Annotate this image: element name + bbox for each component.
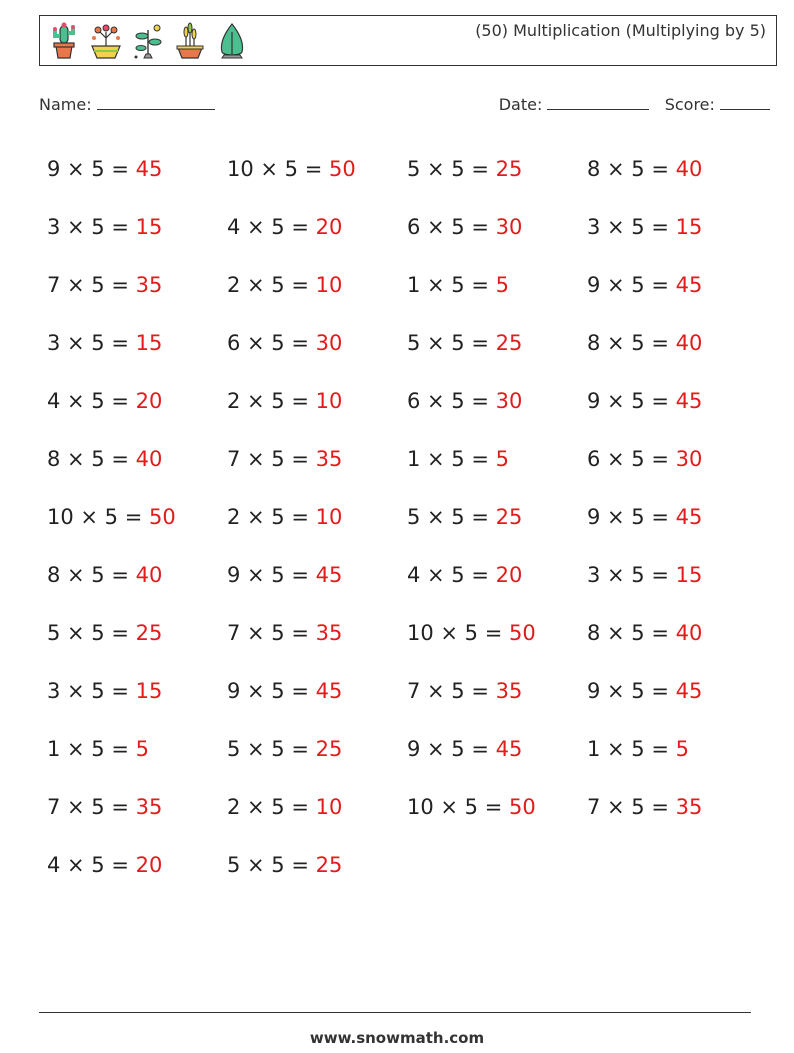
problem-answer: 40 [675, 621, 703, 645]
problem-question: 7 × 5 = [227, 621, 316, 645]
problem-cell [227, 737, 407, 761]
date-blank[interactable] [547, 93, 649, 110]
problem-answer: 35 [315, 447, 343, 471]
problem-cell [47, 331, 227, 355]
problem-row [47, 836, 777, 894]
problem-answer: 30 [495, 389, 523, 413]
problem-answer: 30 [495, 215, 523, 239]
problem-question: 7 × 5 = [47, 795, 136, 819]
problem-answer: 40 [675, 157, 703, 181]
problem-cell [587, 621, 767, 645]
problem-question: 5 × 5 = [227, 853, 316, 877]
problem-cell [407, 331, 587, 355]
problem-cell [587, 563, 767, 587]
worksheet-header [39, 15, 777, 66]
problem-question: 10 × 5 = [407, 621, 509, 645]
problem-cell [587, 505, 767, 529]
problem-cell [47, 563, 227, 587]
flower-pot-icon [88, 20, 124, 64]
problem-row [47, 778, 777, 836]
problem-cell [47, 853, 227, 877]
problem-question: 8 × 5 = [587, 621, 676, 645]
name-label: Name: [39, 95, 92, 114]
problem-answer: 20 [135, 853, 163, 877]
problem-question: 8 × 5 = [587, 331, 676, 355]
problem-cell [47, 505, 227, 529]
sprout-plant-icon [130, 20, 166, 64]
problem-row [47, 604, 777, 662]
problem-cell [227, 795, 407, 819]
problem-question: 9 × 5 = [587, 505, 676, 529]
problem-answer: 15 [675, 215, 703, 239]
problem-cell [47, 215, 227, 239]
problem-question: 3 × 5 = [587, 215, 676, 239]
problem-answer: 20 [495, 563, 523, 587]
problem-answer: 10 [315, 505, 343, 529]
problem-question: 9 × 5 = [407, 737, 496, 761]
problem-cell [587, 273, 767, 297]
problem-question: 5 × 5 = [407, 157, 496, 181]
problem-question: 6 × 5 = [407, 389, 496, 413]
problem-answer: 15 [135, 331, 163, 355]
problem-cell [407, 795, 587, 819]
problem-row [47, 662, 777, 720]
problem-cell [407, 563, 587, 587]
problem-cell [587, 679, 767, 703]
problem-cell [227, 215, 407, 239]
problem-answer: 5 [135, 737, 149, 761]
problem-answer: 35 [675, 795, 703, 819]
problem-answer: 20 [315, 215, 343, 239]
problem-question: 4 × 5 = [47, 853, 136, 877]
problem-answer: 25 [495, 505, 523, 529]
problem-question: 3 × 5 = [587, 563, 676, 587]
problem-answer: 45 [675, 679, 703, 703]
problem-row [47, 430, 777, 488]
problem-question: 6 × 5 = [227, 331, 316, 355]
problem-question: 9 × 5 = [587, 679, 676, 703]
worksheet-title: (50) Multiplication (Multiplying by 5) [475, 21, 766, 40]
problem-answer: 45 [675, 505, 703, 529]
date-score-fields [499, 93, 770, 114]
problem-answer: 10 [315, 795, 343, 819]
problem-cell [47, 621, 227, 645]
problem-question: 10 × 5 = [407, 795, 509, 819]
problem-answer: 5 [675, 737, 689, 761]
problem-cell [227, 505, 407, 529]
problem-row [47, 372, 777, 430]
problem-question: 5 × 5 = [47, 621, 136, 645]
problem-row [47, 546, 777, 604]
problem-row [47, 256, 777, 314]
problem-cell [407, 215, 587, 239]
problem-answer: 45 [135, 157, 163, 181]
problem-answer: 40 [135, 447, 163, 471]
problem-cell [407, 621, 587, 645]
problem-cell [407, 505, 587, 529]
problem-question: 2 × 5 = [227, 389, 316, 413]
problem-answer: 50 [508, 621, 536, 645]
problem-answer: 35 [135, 795, 163, 819]
problem-cell [587, 447, 767, 471]
problem-answer: 45 [315, 679, 343, 703]
problem-question: 6 × 5 = [407, 215, 496, 239]
problem-question: 1 × 5 = [47, 737, 136, 761]
footer-divider [39, 1012, 751, 1013]
problem-question: 2 × 5 = [227, 505, 316, 529]
score-label: Score: [664, 95, 715, 114]
problem-question: 7 × 5 = [587, 795, 676, 819]
problem-answer: 45 [675, 389, 703, 413]
problem-cell [227, 853, 407, 877]
problem-question: 8 × 5 = [47, 447, 136, 471]
name-blank[interactable] [97, 93, 215, 110]
problem-question: 7 × 5 = [227, 447, 316, 471]
problem-cell [47, 273, 227, 297]
problem-answer: 25 [135, 621, 163, 645]
problem-row [47, 488, 777, 546]
problem-answer: 25 [315, 737, 343, 761]
problem-answer: 50 [508, 795, 536, 819]
problem-cell [587, 737, 767, 761]
problem-cell [587, 157, 767, 181]
problem-cell [407, 273, 587, 297]
problem-question: 4 × 5 = [47, 389, 136, 413]
problem-question: 6 × 5 = [587, 447, 676, 471]
problem-answer: 5 [495, 273, 509, 297]
problem-answer: 30 [675, 447, 703, 471]
problem-question: 4 × 5 = [227, 215, 316, 239]
problem-answer: 45 [675, 273, 703, 297]
problem-answer: 5 [495, 447, 509, 471]
problem-cell [227, 157, 407, 181]
problem-answer: 25 [495, 157, 523, 181]
problem-answer: 25 [495, 331, 523, 355]
score-blank[interactable] [720, 93, 770, 110]
cactus-pot-icon [46, 20, 82, 64]
problem-answer: 15 [135, 679, 163, 703]
problem-question: 5 × 5 = [407, 331, 496, 355]
problem-cell [587, 215, 767, 239]
problem-row [47, 140, 777, 198]
problem-question: 4 × 5 = [407, 563, 496, 587]
problem-answer: 50 [328, 157, 356, 181]
problem-question: 8 × 5 = [47, 563, 136, 587]
date-label: Date: [498, 95, 543, 114]
problem-cell [47, 679, 227, 703]
problem-row [47, 198, 777, 256]
problem-answer: 15 [675, 563, 703, 587]
problem-cell [407, 737, 587, 761]
problem-question: 10 × 5 = [47, 505, 149, 529]
problem-cell [47, 447, 227, 471]
problem-cell [227, 273, 407, 297]
problem-cell [47, 389, 227, 413]
problem-cell [587, 331, 767, 355]
problem-question: 7 × 5 = [407, 679, 496, 703]
problem-question: 2 × 5 = [227, 273, 316, 297]
problem-question: 9 × 5 = [587, 273, 676, 297]
problem-question: 8 × 5 = [587, 157, 676, 181]
problem-grid [47, 140, 777, 894]
problem-question: 5 × 5 = [407, 505, 496, 529]
problem-cell [407, 157, 587, 181]
problem-cell [47, 157, 227, 181]
problem-answer: 35 [135, 273, 163, 297]
problem-answer: 30 [315, 331, 343, 355]
problem-cell [227, 621, 407, 645]
problem-row [47, 314, 777, 372]
problem-answer: 45 [495, 737, 523, 761]
potted-plant-icon [172, 20, 208, 64]
problem-question: 3 × 5 = [47, 679, 136, 703]
problem-answer: 10 [315, 389, 343, 413]
problem-question: 10 × 5 = [227, 157, 329, 181]
problem-question: 1 × 5 = [407, 447, 496, 471]
problem-question: 1 × 5 = [587, 737, 676, 761]
problem-answer: 50 [148, 505, 176, 529]
problem-question: 9 × 5 = [47, 157, 136, 181]
problem-question: 9 × 5 = [227, 679, 316, 703]
problem-question: 7 × 5 = [47, 273, 136, 297]
problem-answer: 40 [135, 563, 163, 587]
problem-question: 3 × 5 = [47, 331, 136, 355]
problem-cell [407, 389, 587, 413]
problem-answer: 40 [675, 331, 703, 355]
problem-answer: 45 [315, 563, 343, 587]
problem-cell [407, 679, 587, 703]
problem-cell [227, 447, 407, 471]
problem-question: 9 × 5 = [227, 563, 316, 587]
problem-question: 3 × 5 = [47, 215, 136, 239]
problem-answer: 25 [315, 853, 343, 877]
problem-cell [227, 679, 407, 703]
problem-row [47, 720, 777, 778]
tree-icon [214, 20, 250, 64]
problem-cell [587, 389, 767, 413]
plant-icons [46, 20, 250, 64]
problem-cell [407, 447, 587, 471]
problem-cell [227, 331, 407, 355]
problem-question: 1 × 5 = [407, 273, 496, 297]
problem-answer: 35 [495, 679, 523, 703]
problem-cell [47, 795, 227, 819]
problem-answer: 35 [315, 621, 343, 645]
footer-url: www.snowmath.com [309, 1029, 485, 1047]
name-field[interactable] [39, 93, 215, 114]
problem-question: 2 × 5 = [227, 795, 316, 819]
problem-cell [227, 563, 407, 587]
problem-answer: 10 [315, 273, 343, 297]
problem-cell [587, 795, 767, 819]
problem-question: 9 × 5 = [587, 389, 676, 413]
problem-answer: 20 [135, 389, 163, 413]
problem-cell [47, 737, 227, 761]
problem-answer: 15 [135, 215, 163, 239]
problem-cell [227, 389, 407, 413]
problem-question: 5 × 5 = [227, 737, 316, 761]
